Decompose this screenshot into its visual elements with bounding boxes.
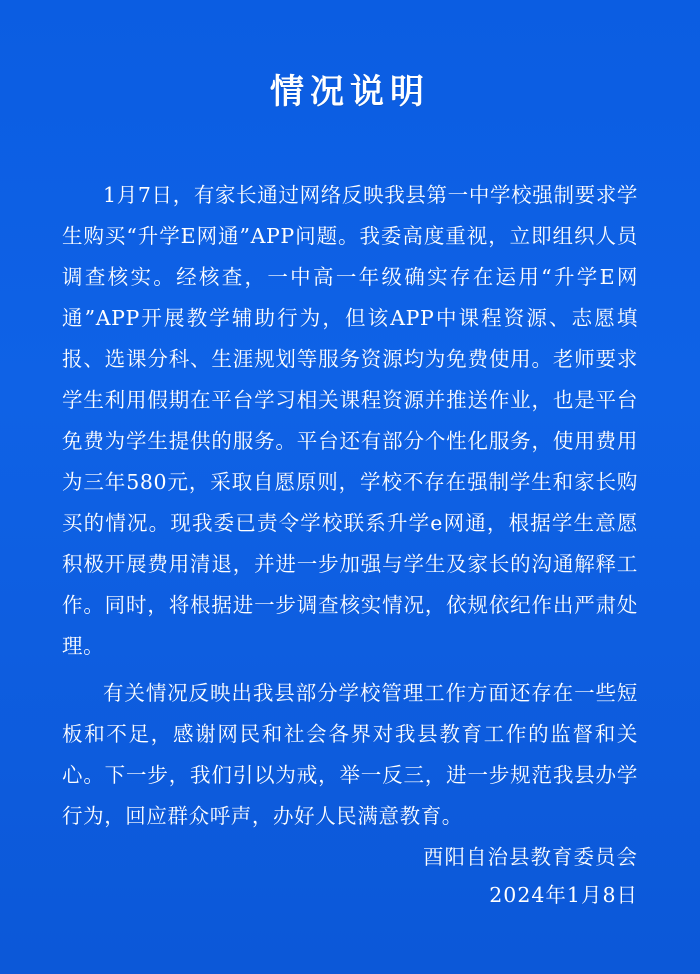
paragraph-2: 有关情况反映出我县部分学校管理工作方面还存在一些短板和不足，感谢网民和社会各界对我县教育工作的监督和关心。下一步，我们引以为戒，举一反三，进一步规范我县办学行为，回应群众呼声，办好人民满意教育。 — [62, 681, 638, 828]
signature-organization: 酉阳自治县教育委员会 — [423, 845, 638, 869]
paragraph-1: 1月7日，有家长通过网络反映我县第一中学校强制要求学生购买“升学E网通”APP问题。我委高度重视，立即组织人员调查核实。经核查，一中高一年级确实存在运用“升学E网通”APP开展教学辅助行为，但该APP中课程资源、志愿填报、选课分科、生涯规划等服务资源均为免费使用。老师要求学生利用假期在平台学习相关课程资源并推送作业，也是平台免费为学生提供的服务。平台还有部分个性化服务，使用费用为三年580元，采取自愿原则，学校不存在强制学生和家长购买的情况。现我委已责令学校联系升学e网通，根据学生意愿积极开展费用清退，并进一步加强与学生及家长的沟通解释工作。同时，将根据进一步调查核实情况，依规依纪作出严肃处理。 — [62, 183, 638, 658]
signature-block — [423, 838, 638, 914]
document-body — [62, 175, 638, 837]
page-title: 情况说明 — [270, 72, 430, 112]
signature-date: 2024年1月8日 — [489, 883, 638, 907]
